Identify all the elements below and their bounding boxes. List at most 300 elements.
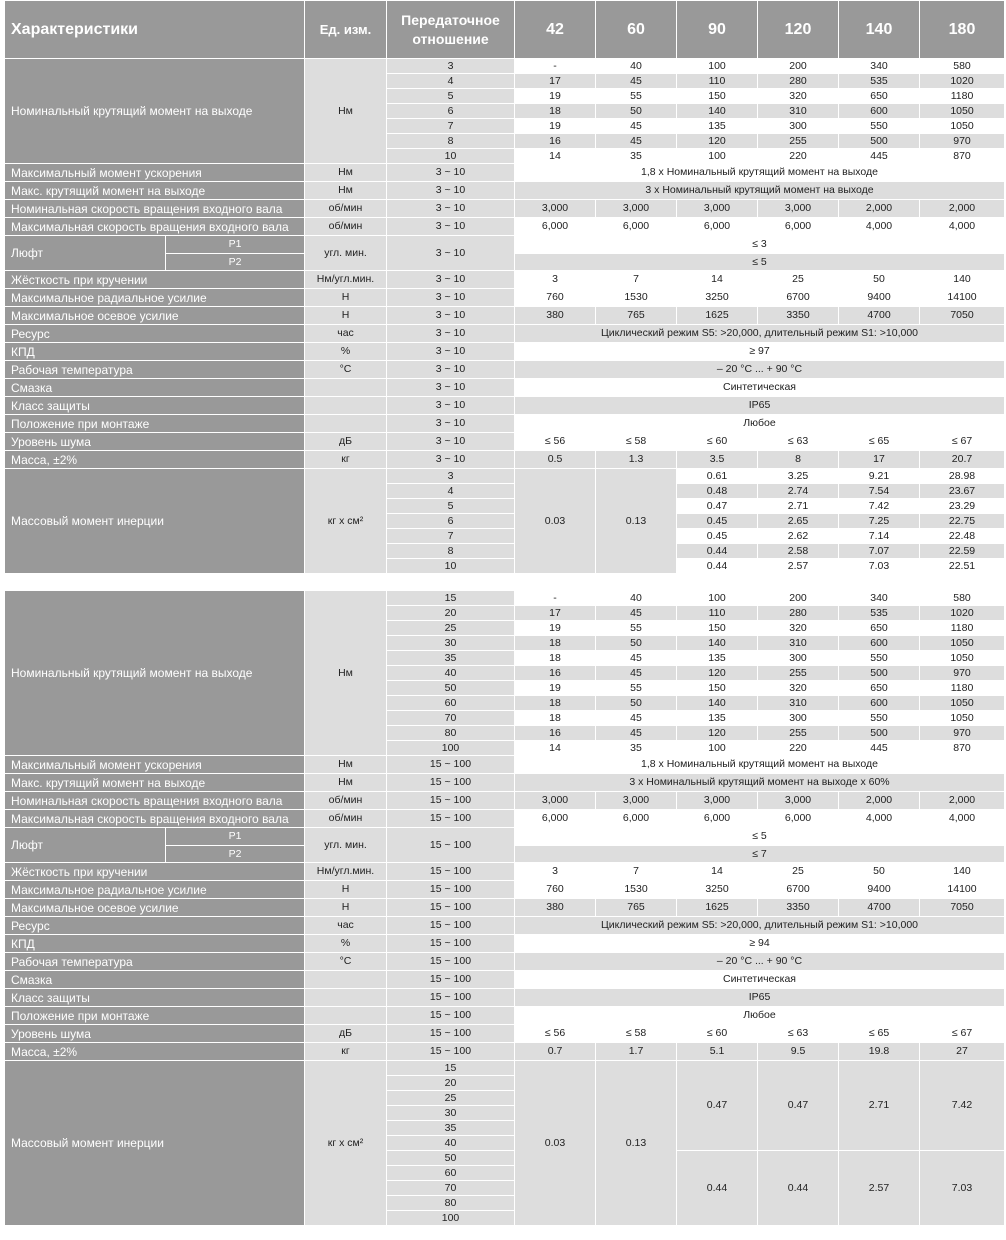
table-cell: 55 — [596, 681, 677, 696]
table-cell: 55 — [596, 89, 677, 104]
table-cell: 600 — [839, 696, 920, 711]
row-label: Номинальный крутящий момент на выходе — [5, 59, 305, 164]
spec-table-2 — [4, 590, 1005, 1226]
ratio-cell: 40 — [387, 1136, 515, 1151]
table-cell: 45 — [596, 666, 677, 681]
row-label: Жёсткость при кручении — [5, 863, 305, 881]
row-label: Уровень шума — [5, 1025, 305, 1043]
ratio-cell: 15 ~ 100 — [387, 989, 515, 1007]
table-cell: - — [515, 59, 596, 74]
table-cell: 22.75 — [920, 514, 1005, 529]
table-cell: 0.45 — [677, 529, 758, 544]
row-label: Массовый момент инерции — [5, 469, 305, 574]
ratio-cell: 3 ~ 10 — [387, 325, 515, 343]
table-cell: 1050 — [920, 711, 1005, 726]
table-cell: 0.7 — [515, 1043, 596, 1061]
table-row — [5, 433, 1005, 451]
table-row — [5, 1007, 1005, 1025]
table-cell: ≤ 65 — [839, 1025, 920, 1043]
table-cell: 40 — [596, 59, 677, 74]
table-cell: 500 — [839, 666, 920, 681]
row-label: Положение при монтаже — [5, 415, 305, 433]
ratio-cell: 25 — [387, 621, 515, 636]
table-cell: 16 — [515, 726, 596, 741]
table-cell: 100 — [677, 591, 758, 606]
ratio-cell: 15 ~ 100 — [387, 774, 515, 792]
table-cell: 970 — [920, 666, 1005, 681]
table-cell: 1180 — [920, 681, 1005, 696]
table-cell: 22.59 — [920, 544, 1005, 559]
table-cell: 14 — [677, 863, 758, 881]
table-cell: 3350 — [758, 899, 839, 917]
ratio-cell: 15 ~ 100 — [387, 1007, 515, 1025]
table-cell: 6,000 — [677, 810, 758, 828]
unit-cell — [305, 397, 387, 415]
row-label: Максимальная скорость вращения входного вала — [5, 810, 305, 828]
ratio-cell: 6 — [387, 104, 515, 119]
row-label: Масса, ±2% — [5, 451, 305, 469]
table-row — [5, 415, 1005, 433]
row-label: Смазка — [5, 379, 305, 397]
ratio-cell: 3 ~ 10 — [387, 307, 515, 325]
table-cell: 17 — [515, 606, 596, 621]
ratio-cell: 60 — [387, 696, 515, 711]
unit-cell: кг — [305, 451, 387, 469]
table-cell: 0.47 — [758, 1061, 839, 1151]
value-span: ≥ 97 — [515, 343, 1005, 361]
value-span: – 20 °C ... + 90 °C — [515, 953, 1005, 971]
spec-table-1 — [4, 0, 1005, 574]
table-cell: 220 — [758, 741, 839, 756]
table-cell: 4700 — [839, 899, 920, 917]
table-cell: 150 — [677, 681, 758, 696]
table-cell: 18 — [515, 104, 596, 119]
table-cell: 0.44 — [677, 544, 758, 559]
table-cell: 7.07 — [839, 544, 920, 559]
table-row — [5, 881, 1005, 899]
table-row — [5, 361, 1005, 379]
unit-cell: кг x см² — [305, 469, 387, 574]
ratio-cell: 7 — [387, 529, 515, 544]
table-cell: 3,000 — [515, 792, 596, 810]
unit-cell: Нм — [305, 591, 387, 756]
table-cell: 110 — [677, 606, 758, 621]
table-cell: 280 — [758, 74, 839, 89]
table-cell: 4700 — [839, 307, 920, 325]
table-cell: 200 — [758, 591, 839, 606]
table-cell: 25 — [758, 863, 839, 881]
table-cell: 2,000 — [920, 792, 1005, 810]
ratio-cell: 15 ~ 100 — [387, 810, 515, 828]
table-cell: 650 — [839, 621, 920, 636]
ratio-cell: 3 ~ 10 — [387, 164, 515, 182]
unit-cell: час — [305, 917, 387, 935]
ratio-cell: 3 ~ 10 — [387, 343, 515, 361]
ratio-cell: 10 — [387, 149, 515, 164]
value-span: Синтетическая — [515, 971, 1005, 989]
ratio-cell: 50 — [387, 681, 515, 696]
table-row — [5, 1061, 1005, 1076]
value-span: 3 x Номинальный крутящий момент на выходе x 60% — [515, 774, 1005, 792]
table-cell: 120 — [677, 134, 758, 149]
table-cell: 18 — [515, 636, 596, 651]
ratio-cell: 15 ~ 100 — [387, 935, 515, 953]
table-cell: 970 — [920, 726, 1005, 741]
table-row — [5, 1043, 1005, 1061]
table-row — [5, 1, 1005, 59]
ratio-cell: 10 — [387, 559, 515, 574]
header-size: 42 — [515, 1, 596, 59]
table-cell: 45 — [596, 134, 677, 149]
table-cell: 310 — [758, 636, 839, 651]
table-cell: 18 — [515, 651, 596, 666]
table-cell: 4,000 — [839, 810, 920, 828]
table-cell: 3.25 — [758, 469, 839, 484]
table-cell: 6,000 — [758, 218, 839, 236]
backlash-p2-label: P2 — [228, 847, 242, 860]
table-cell: 17 — [839, 451, 920, 469]
unit-cell: Н — [305, 881, 387, 899]
table-row — [5, 325, 1005, 343]
row-label: Люфт — [5, 828, 166, 862]
table-cell: 1530 — [596, 881, 677, 899]
table-cell: 0.13 — [596, 1061, 677, 1226]
table-cell: 120 — [677, 726, 758, 741]
table-cell: 550 — [839, 651, 920, 666]
ratio-cell: 15 ~ 100 — [387, 953, 515, 971]
ratio-cell: 3 ~ 10 — [387, 182, 515, 200]
unit-cell — [305, 379, 387, 397]
table-cell: 3,000 — [758, 200, 839, 218]
unit-cell: Н — [305, 899, 387, 917]
table-cell: 7.42 — [839, 499, 920, 514]
table-cell: 45 — [596, 726, 677, 741]
unit-cell: Н — [305, 307, 387, 325]
row-label: Макс. крутящий момент на выходе — [5, 774, 305, 792]
value-span: ≤ 7 — [515, 845, 1005, 863]
ratio-cell: 20 — [387, 1076, 515, 1091]
unit-cell: Нм — [305, 756, 387, 774]
table-cell: 135 — [677, 119, 758, 134]
table-cell: 20.7 — [920, 451, 1005, 469]
table-cell: 50 — [839, 863, 920, 881]
backlash-p1-label: P1 — [166, 236, 304, 254]
header-size: 140 — [839, 1, 920, 59]
ratio-cell: 5 — [387, 89, 515, 104]
table-row — [5, 774, 1005, 792]
ratio-cell: 70 — [387, 711, 515, 726]
unit-cell: % — [305, 343, 387, 361]
table-cell: 320 — [758, 621, 839, 636]
table-cell: 310 — [758, 104, 839, 119]
table-cell: 4,000 — [839, 218, 920, 236]
table-cell: 8 — [758, 451, 839, 469]
table-cell: 650 — [839, 681, 920, 696]
table-row — [5, 59, 1005, 74]
table-cell: 0.45 — [677, 514, 758, 529]
unit-cell: °C — [305, 953, 387, 971]
table-cell: 0.61 — [677, 469, 758, 484]
table-cell: 140 — [677, 696, 758, 711]
table-row — [5, 971, 1005, 989]
table-row — [5, 1025, 1005, 1043]
row-label: Положение при монтаже — [5, 1007, 305, 1025]
table-cell: ≤ 63 — [758, 433, 839, 451]
table-row — [5, 451, 1005, 469]
table-cell: 0.48 — [677, 484, 758, 499]
table-cell: 0.03 — [515, 1061, 596, 1226]
table-cell: 380 — [515, 899, 596, 917]
table-cell: 3 — [515, 271, 596, 289]
ratio-cell: 4 — [387, 74, 515, 89]
table-cell: 0.47 — [677, 499, 758, 514]
table-cell: 27 — [920, 1043, 1005, 1061]
table-cell: 2,000 — [839, 200, 920, 218]
unit-cell — [305, 971, 387, 989]
table-cell: 550 — [839, 119, 920, 134]
table-cell: 3250 — [677, 289, 758, 307]
ratio-cell: 35 — [387, 651, 515, 666]
table-cell: 1050 — [920, 104, 1005, 119]
table-cell: 970 — [920, 134, 1005, 149]
ratio-cell: 3 ~ 10 — [387, 433, 515, 451]
unit-cell: об/мин — [305, 218, 387, 236]
row-label: Максимальное радиальное усилие — [5, 289, 305, 307]
ratio-cell: 15 — [387, 1061, 515, 1076]
row-label: Номинальный крутящий момент на выходе — [5, 591, 305, 756]
table-cell: 45 — [596, 74, 677, 89]
table-cell: 1.7 — [596, 1043, 677, 1061]
ratio-cell: 3 ~ 10 — [387, 271, 515, 289]
table-cell: 0.44 — [677, 559, 758, 574]
table-cell: 7.14 — [839, 529, 920, 544]
table-cell: 7050 — [920, 307, 1005, 325]
unit-cell: дБ — [305, 433, 387, 451]
header-size: 90 — [677, 1, 758, 59]
table-cell: 2.57 — [758, 559, 839, 574]
table-row — [5, 792, 1005, 810]
ratio-cell: 15 ~ 100 — [387, 863, 515, 881]
ratio-cell: 15 ~ 100 — [387, 899, 515, 917]
table-row — [5, 218, 1005, 236]
table-row — [5, 591, 1005, 606]
table-cell: 1530 — [596, 289, 677, 307]
ratio-cell: 3 ~ 10 — [387, 361, 515, 379]
table-cell: 765 — [596, 899, 677, 917]
table-cell: 55 — [596, 621, 677, 636]
table-cell: 120 — [677, 666, 758, 681]
table-cell: 0.03 — [515, 469, 596, 574]
table-cell: 14 — [515, 149, 596, 164]
table-cell: 100 — [677, 149, 758, 164]
table-row — [5, 289, 1005, 307]
ratio-cell: 3 — [387, 59, 515, 74]
table-cell: 580 — [920, 591, 1005, 606]
table-row — [5, 469, 1005, 484]
row-label: Ресурс — [5, 917, 305, 935]
table-cell: 1050 — [920, 696, 1005, 711]
ratio-cell: 25 — [387, 1091, 515, 1106]
table-cell: 22.48 — [920, 529, 1005, 544]
value-span: Циклический режим S5: >20,000, длительный режим S1: >10,000 — [515, 325, 1005, 343]
table-cell: 135 — [677, 711, 758, 726]
table-cell: 6,000 — [677, 218, 758, 236]
table-cell: 100 — [677, 741, 758, 756]
table-cell: 320 — [758, 681, 839, 696]
row-label: Класс защиты — [5, 989, 305, 1007]
row-label: КПД — [5, 343, 305, 361]
ratio-cell: 100 — [387, 1211, 515, 1226]
table-cell: 2.71 — [758, 499, 839, 514]
ratio-cell: 3 ~ 10 — [387, 218, 515, 236]
table-row — [5, 917, 1005, 935]
table-cell: 140 — [677, 636, 758, 651]
table-cell: 3,000 — [758, 792, 839, 810]
ratio-cell: 4 — [387, 484, 515, 499]
ratio-cell: 15 ~ 100 — [387, 971, 515, 989]
unit-cell: Нм/угл.мин. — [305, 271, 387, 289]
table-cell: 310 — [758, 696, 839, 711]
unit-cell: час — [305, 325, 387, 343]
table-cell: 19 — [515, 119, 596, 134]
table-cell: 255 — [758, 134, 839, 149]
table-cell: 23.29 — [920, 499, 1005, 514]
table-cell: 1020 — [920, 74, 1005, 89]
table-cell: 3,000 — [596, 200, 677, 218]
unit-cell: % — [305, 935, 387, 953]
table-cell: 760 — [515, 289, 596, 307]
table-row — [5, 379, 1005, 397]
header-size: 120 — [758, 1, 839, 59]
table-cell: 7.42 — [920, 1061, 1005, 1151]
value-span: Любое — [515, 1007, 1005, 1025]
table-cell: 7.03 — [839, 559, 920, 574]
table-cell: 7.54 — [839, 484, 920, 499]
table-cell: 19 — [515, 681, 596, 696]
ratio-cell: 60 — [387, 1166, 515, 1181]
table-cell: 150 — [677, 89, 758, 104]
row-label: Макс. крутящий момент на выходе — [5, 182, 305, 200]
table-cell: 1050 — [920, 651, 1005, 666]
table-cell: 300 — [758, 119, 839, 134]
table-row — [5, 236, 1005, 254]
table-cell: 140 — [677, 104, 758, 119]
unit-cell — [305, 1007, 387, 1025]
ratio-cell: 3 ~ 10 — [387, 397, 515, 415]
table-cell: 2.57 — [839, 1151, 920, 1226]
row-label: Рабочая температура — [5, 361, 305, 379]
table-cell: ≤ 58 — [596, 433, 677, 451]
table-row — [5, 307, 1005, 325]
ratio-cell: 15 ~ 100 — [387, 828, 515, 863]
table-cell: 19 — [515, 89, 596, 104]
row-label: Максимальное радиальное усилие — [5, 881, 305, 899]
table-row — [5, 756, 1005, 774]
backlash-p1-label: P1 — [166, 828, 304, 846]
table-cell: ≤ 56 — [515, 433, 596, 451]
value-span: ≤ 5 — [515, 828, 1005, 846]
row-label: Максимальная скорость вращения входного вала — [5, 218, 305, 236]
table-cell: 18 — [515, 711, 596, 726]
row-label: Уровень шума — [5, 433, 305, 451]
table-cell: 45 — [596, 651, 677, 666]
unit-cell: кг x см² — [305, 1061, 387, 1226]
table-cell: ≤ 60 — [677, 1025, 758, 1043]
table-cell: 0.47 — [677, 1061, 758, 1151]
ratio-cell: 15 ~ 100 — [387, 756, 515, 774]
table-cell: 17 — [515, 74, 596, 89]
table-cell: 14 — [677, 271, 758, 289]
ratio-cell: 80 — [387, 726, 515, 741]
table-cell: ≤ 65 — [839, 433, 920, 451]
table-row — [5, 343, 1005, 361]
value-span: 1,8 x Номинальный крутящий момент на выходе — [515, 164, 1005, 182]
table-cell: 16 — [515, 134, 596, 149]
table-cell: ≤ 63 — [758, 1025, 839, 1043]
table-row — [5, 828, 1005, 846]
table-cell: 7.25 — [839, 514, 920, 529]
table-row — [5, 863, 1005, 881]
ratio-cell: 5 — [387, 499, 515, 514]
table-cell: 2.62 — [758, 529, 839, 544]
unit-cell: °C — [305, 361, 387, 379]
ratio-cell: 6 — [387, 514, 515, 529]
table-cell: 1180 — [920, 621, 1005, 636]
table-cell: 280 — [758, 606, 839, 621]
table-cell: 200 — [758, 59, 839, 74]
table-cell: ≤ 60 — [677, 433, 758, 451]
table-row — [5, 810, 1005, 828]
table-cell: 255 — [758, 726, 839, 741]
table-cell: 135 — [677, 651, 758, 666]
table-cell: 3,000 — [515, 200, 596, 218]
table-cell: 7050 — [920, 899, 1005, 917]
table-cell: 100 — [677, 59, 758, 74]
table-cell: 765 — [596, 307, 677, 325]
table-cell: 380 — [515, 307, 596, 325]
unit-cell: Нм — [305, 164, 387, 182]
table-row — [5, 953, 1005, 971]
table-cell: 1020 — [920, 606, 1005, 621]
table-cell: 3250 — [677, 881, 758, 899]
table-cell: 4,000 — [920, 218, 1005, 236]
table-cell: 0.44 — [677, 1151, 758, 1226]
table-cell: 600 — [839, 104, 920, 119]
ratio-cell: 15 ~ 100 — [387, 792, 515, 810]
table-cell: 2,000 — [839, 792, 920, 810]
table-cell: 0.13 — [596, 469, 677, 574]
table-cell: 6,000 — [758, 810, 839, 828]
ratio-cell: 50 — [387, 1151, 515, 1166]
row-label: Смазка — [5, 971, 305, 989]
table-cell: 2.74 — [758, 484, 839, 499]
table-cell: ≤ 67 — [920, 433, 1005, 451]
unit-cell: Нм — [305, 59, 387, 164]
ratio-cell: 8 — [387, 544, 515, 559]
value-span: IP65 — [515, 989, 1005, 1007]
value-span: 3 x Номинальный крутящий момент на выходе — [515, 182, 1005, 200]
table-cell: 500 — [839, 134, 920, 149]
unit-cell: Нм — [305, 182, 387, 200]
ratio-cell: 3 ~ 10 — [387, 379, 515, 397]
table-cell: 3,000 — [677, 792, 758, 810]
table-cell: 45 — [596, 119, 677, 134]
table-cell: 22.51 — [920, 559, 1005, 574]
row-label: Масса, ±2% — [5, 1043, 305, 1061]
table-cell: 50 — [839, 271, 920, 289]
table-cell: 2.58 — [758, 544, 839, 559]
ratio-cell: 3 ~ 10 — [387, 289, 515, 307]
